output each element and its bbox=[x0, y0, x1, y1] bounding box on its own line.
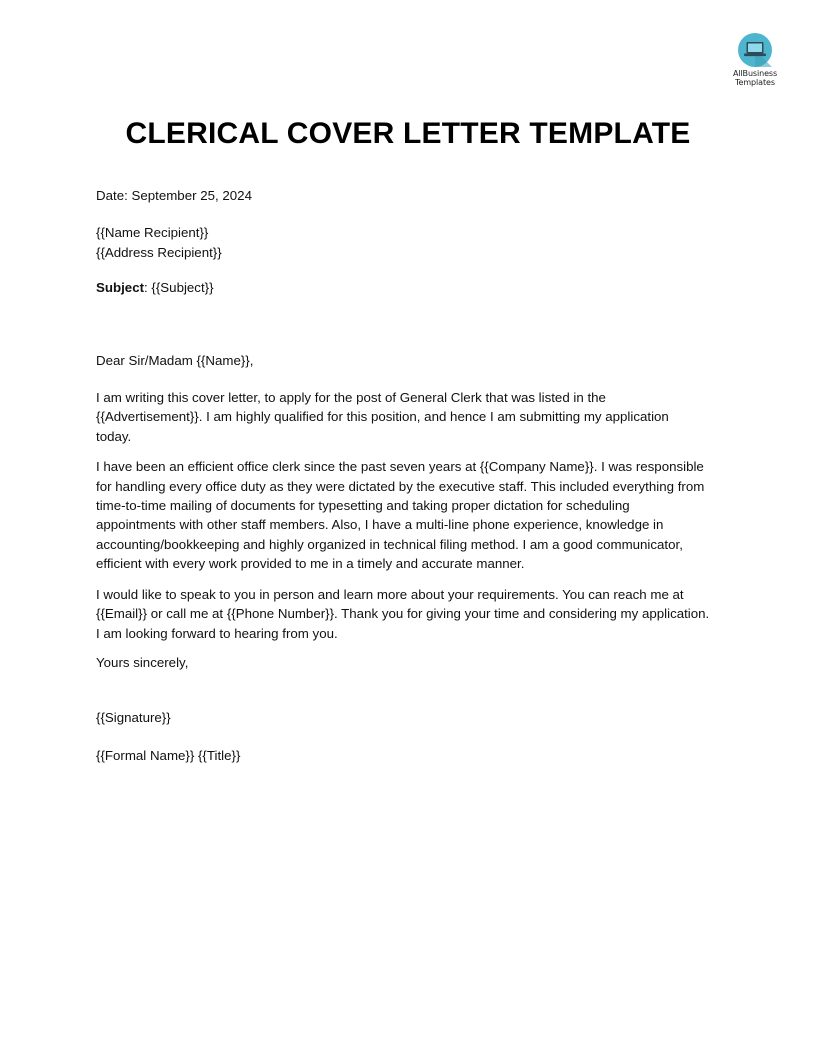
paragraph-line: today. bbox=[96, 428, 132, 444]
signature-placeholder: {{Signature}} bbox=[96, 710, 171, 726]
paragraph-line: accounting/bookkeeping and highly organized in technical filing method. I am a good communicator, bbox=[96, 536, 683, 552]
paragraph-line: for handling every office duty as they were dictated by the executive staff. This included everything from bbox=[96, 478, 705, 494]
logo-line-2: Templates bbox=[735, 78, 775, 87]
formal-name-title: {{Formal Name}} {{Title}} bbox=[96, 747, 241, 763]
paragraph-line: I have been an efficient office clerk since the past seven years at {{Company Name}}. I was responsible bbox=[96, 459, 704, 475]
paragraph-line: {{Advertisement}}. I am highly qualified for this position, and hence I am submitting my application bbox=[96, 409, 669, 425]
paragraph-line: time-to-time mailing of documents for typesetting and taking proper dictation for scheduling bbox=[96, 498, 630, 514]
closing: Yours sincerely, bbox=[96, 654, 189, 670]
paragraph-line: I am writing this cover letter, to apply for the post of General Clerk that was listed in the bbox=[96, 390, 606, 406]
paragraph-line: I would like to speak to you in person and learn more about your requirements. You can reach me at bbox=[96, 586, 684, 602]
paragraph-line: appointments with other staff members. Also, I have a multi-line phone experience, knowledge in bbox=[96, 517, 664, 533]
subject-value: : {{Subject}} bbox=[144, 280, 214, 296]
salutation: Dear Sir/Madam {{Name}}, bbox=[96, 352, 254, 368]
recipient-address: {{Address Recipient}} bbox=[96, 244, 222, 260]
paragraph-line: {{Email}} or call me at {{Phone Number}}. Thank you for giving your time and considering my application. bbox=[96, 606, 710, 622]
laptop-icon bbox=[737, 32, 773, 68]
paragraph-line: I am looking forward to hearing from you. bbox=[96, 625, 338, 641]
letter-date: Date: September 25, 2024 bbox=[96, 188, 252, 203]
logo-badge-graphic bbox=[737, 32, 773, 68]
logo-line-1: AllBusiness bbox=[732, 69, 778, 78]
recipient-block bbox=[96, 223, 724, 262]
subject-label: Subject bbox=[96, 280, 145, 296]
document-title: CLERICAL COVER LETTER TEMPLATE bbox=[125, 117, 691, 150]
logo-wordmark bbox=[722, 69, 788, 87]
paragraph-2 bbox=[96, 457, 724, 573]
allbusiness-templates-logo bbox=[722, 32, 788, 87]
paragraph-line: efficient with every work provided to me in a timely and accurate manner. bbox=[96, 556, 525, 572]
subject-line bbox=[96, 278, 724, 297]
paragraph-3 bbox=[96, 585, 724, 643]
letter-body bbox=[96, 186, 724, 765]
paragraph-1 bbox=[96, 388, 724, 446]
recipient-name: {{Name Recipient}} bbox=[96, 225, 209, 241]
